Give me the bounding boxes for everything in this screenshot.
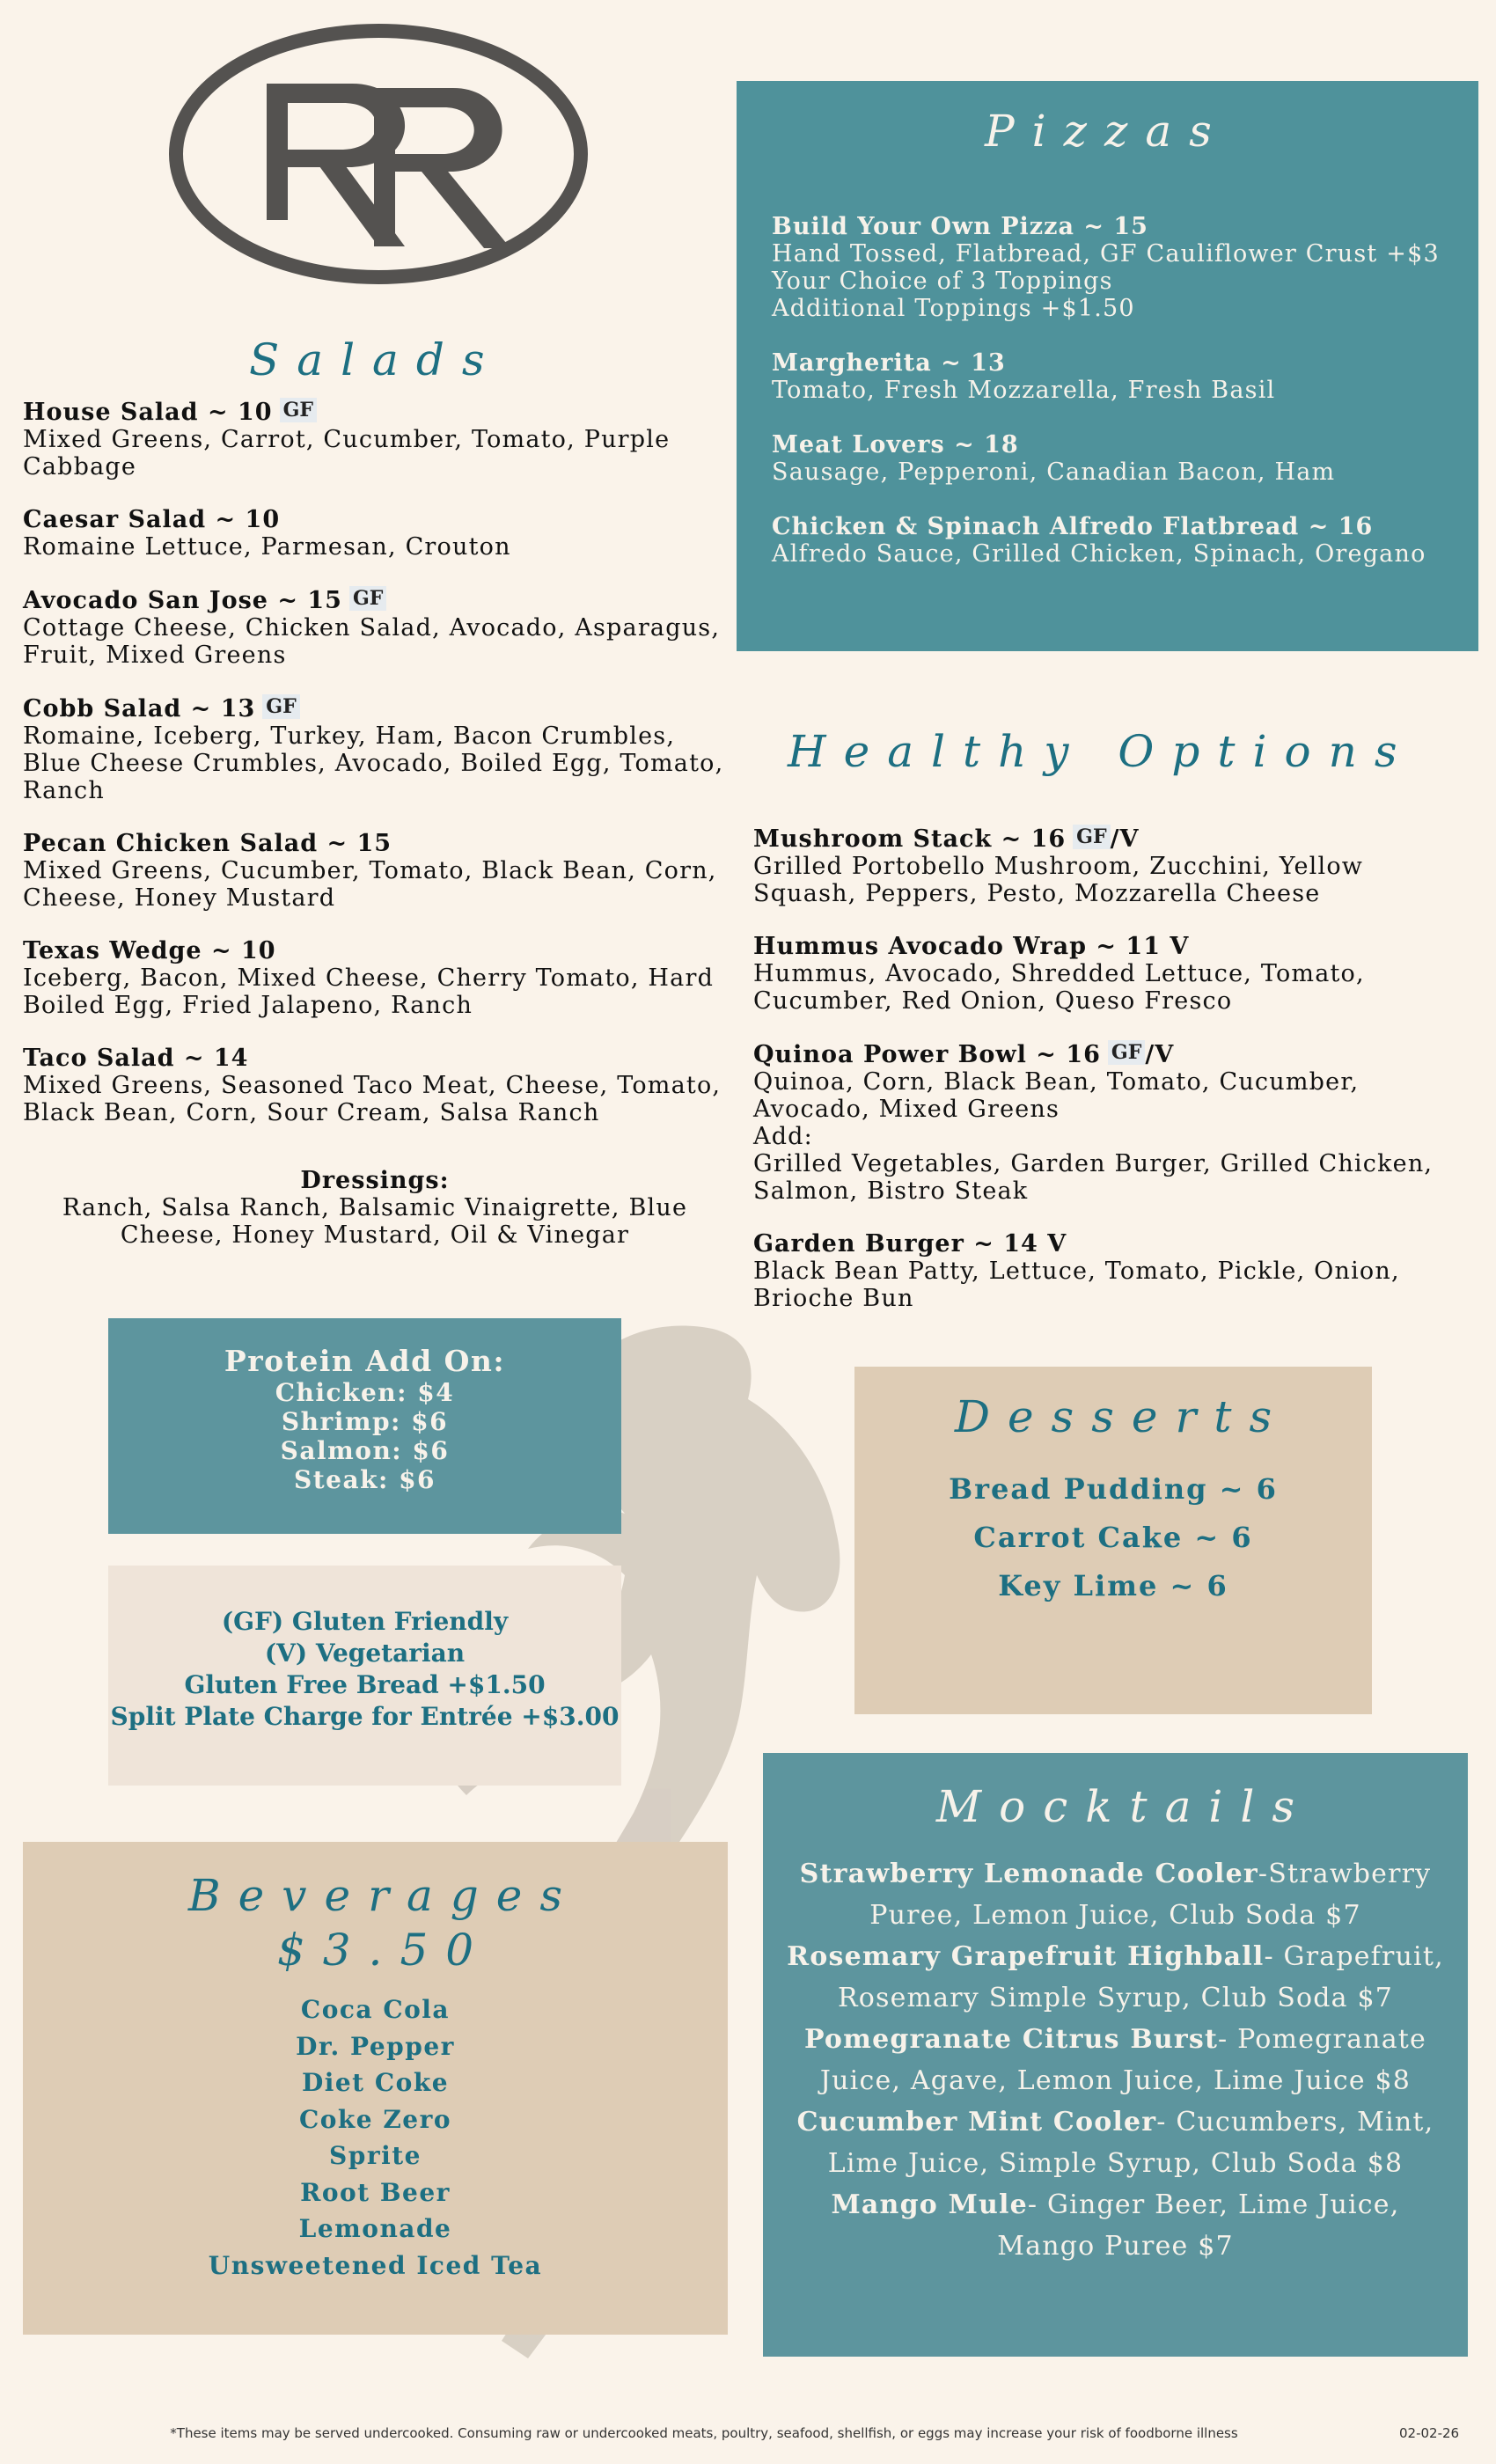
salad-description: Mixed Greens, Cucumber, Tomato, Black Bean, Corn, Cheese, Honey Mustard — [23, 857, 717, 912]
protein-box — [108, 1318, 621, 1534]
mocktail-name: Rosemary Grapefruit Highball — [787, 1941, 1265, 1972]
healthy-title — [753, 933, 1475, 960]
healthy-title — [753, 825, 1475, 853]
pizza-item — [772, 349, 1467, 404]
salad-title — [23, 830, 727, 857]
salad-description: Cottage Cheese, Chicken Salad, Avocado, Asparagus, Fruit, Mixed Greens — [23, 614, 721, 669]
healthy-item — [753, 1040, 1475, 1205]
mocktail-name: Strawberry Lemonade Cooler — [799, 1859, 1258, 1889]
protein-line: Chicken: $4 — [275, 1378, 455, 1407]
salad-item — [23, 694, 727, 804]
legend-line: (GF) Gluten Friendly — [221, 1607, 509, 1636]
legend-lines — [108, 1606, 621, 1733]
salad-description: Mixed Greens, Carrot, Cucumber, Tomato, Purple Cabbage — [23, 426, 671, 480]
mocktail-description: - Pomegranate Juice, Agave, Lemon Juice, Lime Juice $8 — [819, 2024, 1426, 2096]
pizzas-heading: Pizzas — [985, 106, 1229, 157]
salad-title — [23, 937, 727, 964]
protein-title: Protein Add On: — [224, 1344, 506, 1378]
gf-badge: GF — [262, 694, 299, 719]
healthy-title — [753, 1230, 1475, 1258]
beverages-box — [23, 1842, 728, 2335]
beverages-list — [23, 1991, 728, 2284]
salad-item — [23, 1045, 727, 1126]
healthy-list — [753, 825, 1475, 1338]
gf-badge: GF — [349, 586, 386, 611]
beverage-item: Dr. Pepper — [296, 2031, 455, 2061]
beverage-item: Root Beer — [300, 2177, 451, 2207]
beverages-heading: Beverages — [187, 1870, 581, 1921]
dressings-title: Dressings: — [300, 1167, 450, 1194]
salad-item — [23, 937, 727, 1019]
mocktails-list — [786, 1853, 1445, 2267]
legend-line: (V) Vegetarian — [264, 1639, 466, 1668]
mocktail-name: Pomegranate Citrus Burst — [803, 2024, 1219, 2055]
mocktail-item — [786, 1853, 1445, 1936]
healthy-title-text: Mushroom Stack ~ 16 — [753, 825, 1067, 853]
beverage-item: Diet Coke — [301, 2068, 450, 2097]
legend-line: Split Plate Charge for Entrée +$3.00 — [110, 1702, 620, 1731]
protein-line: Salmon: $6 — [280, 1436, 450, 1465]
beverage-item: Sprite — [329, 2141, 422, 2170]
pizzas-box — [737, 81, 1478, 651]
desserts-heading: Desserts — [954, 1391, 1290, 1442]
gf-badge: GF — [280, 398, 317, 422]
pizza-item — [772, 513, 1467, 568]
salad-item — [23, 506, 727, 561]
pizzas-list — [772, 213, 1467, 595]
legend-line: Gluten Free Bread +$1.50 — [184, 1670, 546, 1699]
salad-description: Romaine Lettuce, Parmesan, Crouton — [23, 533, 511, 561]
salad-title — [23, 694, 727, 722]
salad-title-text: House Salad ~ 10 — [23, 399, 273, 426]
vegetarian-suffix: /V — [1145, 1041, 1175, 1068]
salad-title-text: Caesar Salad ~ 10 — [23, 506, 281, 533]
pizza-description: Tomato, Fresh Mozzarella, Fresh Basil — [772, 377, 1276, 404]
dessert-item: Bread Pudding ~ 6 — [949, 1472, 1278, 1506]
pizza-item — [772, 213, 1467, 322]
dressings-text: Ranch, Salsa Ranch, Balsamic Vinaigrette, Blue Cheese, Honey Mustard, Oil & Vinegar — [62, 1194, 688, 1249]
legend-box — [108, 1566, 621, 1786]
salad-description: Romaine, Iceberg, Turkey, Ham, Bacon Crumbles, Blue Cheese Crumbles, Avocado, Boiled Egg, Tomato, Ranch — [23, 722, 724, 804]
salad-title-text: Pecan Chicken Salad ~ 15 — [23, 830, 392, 857]
healthy-title — [753, 1040, 1475, 1068]
mocktails-heading: Mocktails — [935, 1781, 1313, 1832]
healthy-description: Black Bean Patty, Lettuce, Tomato, Pickle, Onion, Brioche Bun — [753, 1258, 1400, 1312]
salad-title-text: Taco Salad ~ 14 — [23, 1045, 249, 1072]
healthy-title-text: Hummus Avocado Wrap ~ 11 V — [753, 933, 1190, 960]
salad-title-text: Cobb Salad ~ 13 — [23, 695, 256, 722]
beverages-price: $3.50 — [276, 1925, 492, 1976]
mocktail-item — [786, 2101, 1445, 2184]
desserts-list — [854, 1465, 1372, 1610]
mocktail-description: - Cucumbers, Mint, Lime Juice, Simple Syrup, Club Soda $8 — [827, 2107, 1434, 2179]
healthy-title-text: Quinoa Power Bowl ~ 16 — [753, 1041, 1101, 1068]
salad-title-text: Avocado San Jose ~ 15 — [23, 587, 342, 614]
salad-item — [23, 586, 727, 669]
healthy-description: Quinoa, Corn, Black Bean, Tomato, Cucumber, Avocado, Mixed Greens Add: Grilled Vegetables, Garden Burger, Grilled Chicken, Salmon, Bistro Steak — [753, 1068, 1434, 1205]
mocktail-name: Cucumber Mint Cooler — [796, 2107, 1157, 2138]
pizza-description: Sausage, Pepperoni, Canadian Bacon, Ham — [772, 458, 1336, 486]
pizza-title: Margherita ~ 13 — [772, 349, 1006, 377]
gf-badge: GF — [1073, 825, 1110, 849]
footer-disclaimer: *These items may be served undercooked. Consuming raw or undercooked meats, poultry, seafood, shellfish, or eggs may increase your risk of foodborne illness — [170, 2425, 1238, 2441]
salad-description: Mixed Greens, Seasoned Taco Meat, Cheese, Tomato, Black Bean, Corn, Sour Cream, Salsa Ranch — [23, 1072, 722, 1126]
healthy-item — [753, 933, 1475, 1015]
rr-logo — [163, 18, 594, 290]
pizza-title: Meat Lovers ~ 18 — [772, 431, 1019, 458]
salad-title — [23, 1045, 727, 1072]
mocktail-item — [786, 2184, 1445, 2267]
mocktails-box — [763, 1753, 1468, 2357]
pizza-title: Chicken & Spinach Alfredo Flatbread ~ 16 — [772, 513, 1374, 540]
healthy-heading: Healthy Options — [788, 726, 1415, 777]
healthy-item — [753, 825, 1475, 907]
healthy-title-text: Garden Burger ~ 14 V — [753, 1230, 1067, 1258]
dessert-item: Carrot Cake ~ 6 — [973, 1521, 1253, 1554]
salad-description: Iceberg, Bacon, Mixed Cheese, Cherry Tomato, Hard Boiled Egg, Fried Jalapeno, Ranch — [23, 964, 715, 1019]
beverage-item: Coca Cola — [300, 1995, 451, 2024]
beverage-item: Unsweetened Iced Tea — [208, 2250, 543, 2280]
protein-line: Shrimp: $6 — [281, 1407, 449, 1436]
dressings — [23, 1167, 727, 1249]
dessert-item: Key Lime ~ 6 — [998, 1569, 1228, 1602]
mocktail-description: - Grapefruit, Rosemary Simple Syrup, Club Soda $7 — [837, 1941, 1444, 2013]
salads-heading: Salads — [249, 334, 502, 385]
footer-date: 02-02-26 — [1399, 2425, 1460, 2441]
vegetarian-suffix: /V — [1110, 825, 1140, 853]
protein-lines — [108, 1378, 621, 1494]
salad-title — [23, 586, 727, 614]
salad-title — [23, 398, 727, 426]
healthy-description: Grilled Portobello Mushroom, Zucchini, Yellow Squash, Peppers, Pesto, Mozzarella Cheese — [753, 853, 1364, 907]
mocktail-name: Mango Mule — [831, 2189, 1028, 2220]
desserts-box — [854, 1367, 1372, 1714]
mocktail-description: - Ginger Beer, Lime Juice, Mango Puree $7 — [997, 2189, 1400, 2262]
beverage-item: Lemonade — [298, 2214, 452, 2243]
pizza-item — [772, 431, 1467, 486]
protein-line: Steak: $6 — [293, 1465, 436, 1494]
mocktail-item — [786, 2019, 1445, 2101]
healthy-item — [753, 1230, 1475, 1312]
salad-item — [23, 830, 727, 912]
pizza-description: Hand Tossed, Flatbread, GF Cauliflower Crust +$3 Your Choice of 3 Toppings Additional Toppings +$1.50 — [772, 240, 1440, 322]
salad-title-text: Texas Wedge ~ 10 — [23, 937, 276, 964]
mocktail-description: -Strawberry Puree, Lemon Juice, Club Soda $7 — [869, 1859, 1432, 1931]
pizza-description: Alfredo Sauce, Grilled Chicken, Spinach, Oregano — [772, 540, 1426, 568]
mocktail-item — [786, 1936, 1445, 2019]
healthy-description: Hummus, Avocado, Shredded Lettuce, Tomato, Cucumber, Red Onion, Queso Fresco — [753, 960, 1365, 1015]
salad-item — [23, 398, 727, 480]
pizza-title: Build Your Own Pizza ~ 15 — [772, 213, 1148, 240]
salad-title — [23, 506, 727, 533]
beverage-item: Coke Zero — [298, 2104, 452, 2134]
salads-list — [23, 398, 727, 1152]
gf-badge: GF — [1108, 1040, 1145, 1065]
